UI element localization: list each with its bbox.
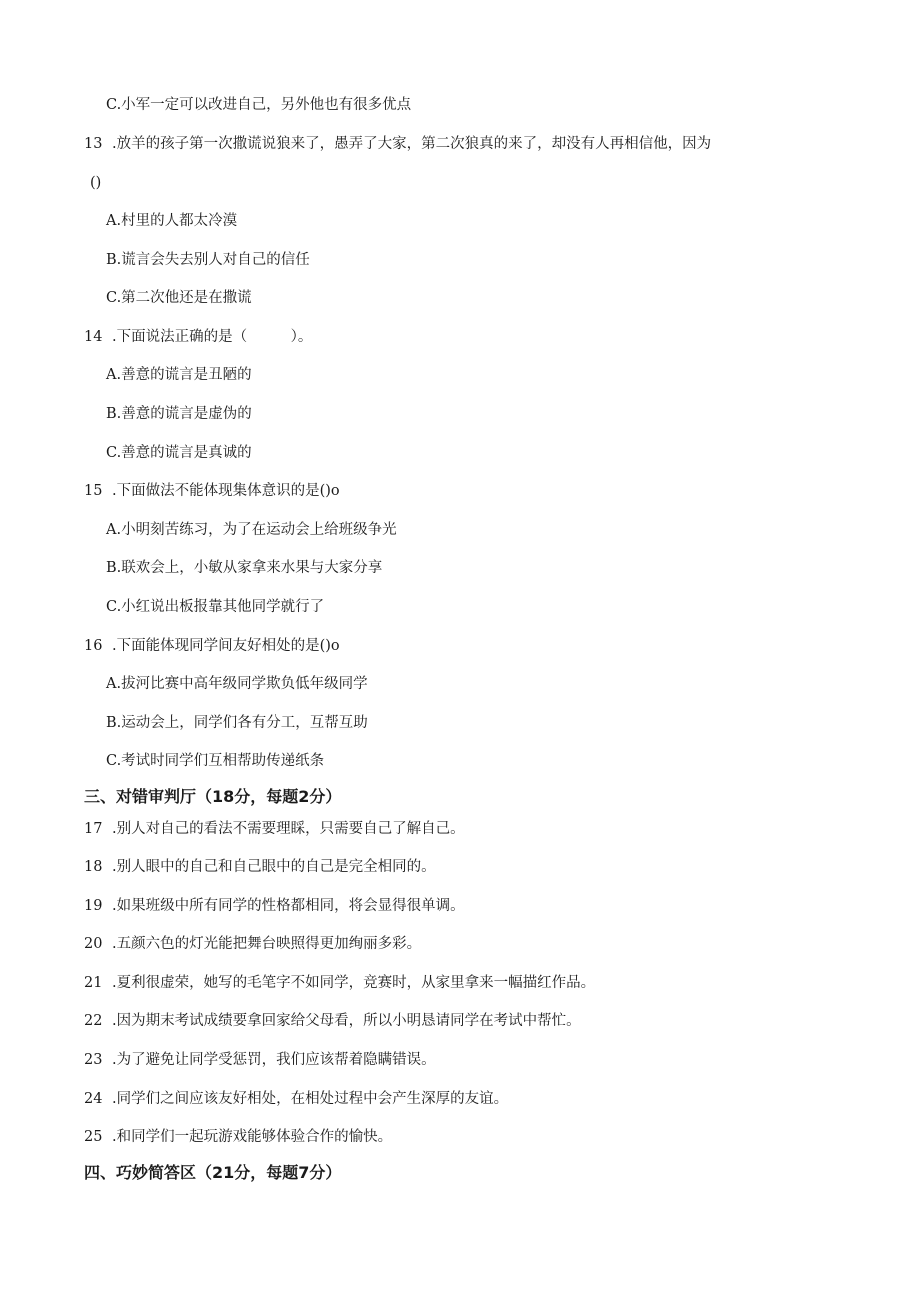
tf-item [84, 1050, 436, 1070]
q16-stem [84, 636, 340, 656]
q15-stem [84, 481, 340, 501]
question-text: .别人对自己的看法不需要理睬，只需要自己了解自己。 [112, 821, 465, 837]
question-text: .因为期末考试成绩要拿回家给父母看，所以小明恳请同学在考试中帮忙。 [112, 1013, 581, 1029]
q13-stem [84, 134, 711, 154]
q14-option-b: B.善意的谎言是虚伪的 [106, 406, 252, 422]
question-number: 14 [84, 329, 103, 345]
q14-option-c: C.善意的谎言是真诚的 [106, 445, 252, 461]
question-number: 22 [84, 1013, 103, 1029]
question-text: .下面能体现同学间友好相处的是()o [112, 638, 340, 654]
q13-option-c: C.第二次他还是在撒谎 [106, 290, 252, 306]
section-four-title: 四、巧妙简答区（21分，每题7分） [84, 1163, 342, 1182]
q14-option-a: A.善意的谎言是丑陋的 [106, 367, 252, 383]
tf-item [84, 973, 595, 993]
tf-item [84, 1127, 392, 1147]
q15-option-c: C.小红说出板报靠其他同学就行了 [106, 599, 325, 615]
tf-item [84, 819, 465, 839]
question-text: .下面做法不能体现集体意识的是()o [112, 483, 340, 499]
question-text: .如果班级中所有同学的性格都相同，将会显得很单调。 [112, 898, 465, 914]
q13-option-b: B.谎言会失去别人对自己的信任 [106, 252, 310, 268]
section-three-title: 三、对错审判厅（18分，每题2分） [84, 787, 342, 806]
q16-option-c: C.考试时同学们互相帮助传递纸条 [106, 753, 325, 769]
question-text: .下面说法正确的是（ ）。 [112, 329, 313, 345]
tf-item [84, 1089, 508, 1109]
question-number: 19 [84, 898, 103, 914]
question-text: .放羊的孩子第一次撒谎说狼来了，愚弄了大家，第二次狼真的来了，却没有人再相信他，因为 [112, 136, 712, 152]
q12-option-c: C.小军一定可以改进自己，另外他也有很多优点 [106, 97, 412, 113]
q15-option-a: A.小明刻苦练习，为了在运动会上给班级争光 [106, 522, 397, 538]
q14-stem [84, 327, 312, 347]
question-number: 17 [84, 821, 103, 837]
question-number: 25 [84, 1129, 103, 1145]
tf-item [84, 1011, 581, 1031]
question-number: 21 [84, 975, 103, 991]
tf-item [84, 934, 421, 954]
question-text: .为了避免让同学受惩罚，我们应该帮着隐瞒错误。 [112, 1052, 436, 1068]
question-text: .和同学们一起玩游戏能够体验合作的愉快。 [112, 1129, 393, 1145]
q16-option-a: A.拔河比赛中高年级同学欺负低年级同学 [106, 676, 368, 692]
tf-item [84, 896, 465, 916]
question-text: .五颜六色的灯光能把舞台映照得更加绚丽多彩。 [112, 936, 422, 952]
question-number: 18 [84, 859, 103, 875]
question-number: 23 [84, 1052, 103, 1068]
tf-item [84, 857, 436, 877]
question-text: .同学们之间应该友好相处，在相处过程中会产生深厚的友谊。 [112, 1091, 509, 1107]
q13-stem-cont: () [90, 175, 102, 191]
q16-option-b: B.运动会上，同学们各有分工，互帮互助 [106, 715, 368, 731]
question-number: 15 [84, 483, 103, 499]
question-text: .别人眼中的自己和自己眼中的自己是完全相同的。 [112, 859, 436, 875]
question-number: 16 [84, 638, 103, 654]
q15-option-b: B.联欢会上，小敏从家拿来水果与大家分享 [106, 560, 383, 576]
q13-option-a: A.村里的人都太冷漠 [106, 213, 238, 229]
question-number: 13 [84, 136, 103, 152]
question-number: 24 [84, 1091, 103, 1107]
question-text: .夏利很虚荣，她写的毛笔字不如同学，竞赛时，从家里拿来一幅描红作品。 [112, 975, 596, 991]
question-number: 20 [84, 936, 103, 952]
